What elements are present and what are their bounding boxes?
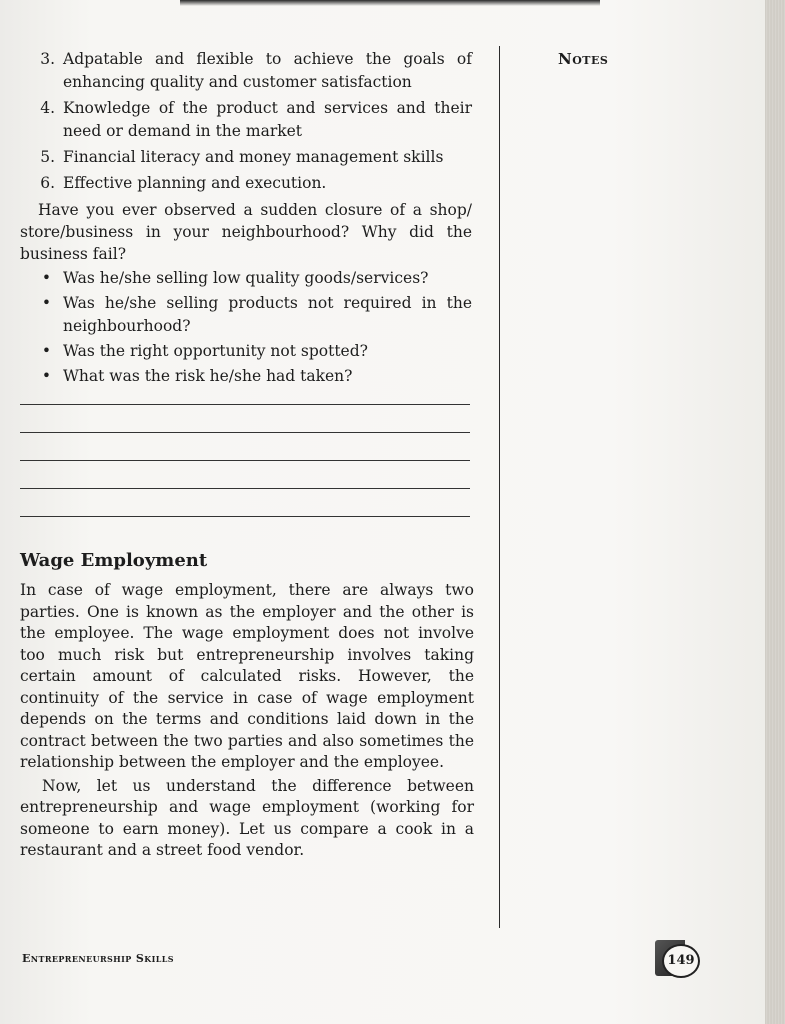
bullet-list xyxy=(20,267,472,388)
bullet-icon: • xyxy=(41,342,51,360)
list-item-number: 6. xyxy=(40,174,55,192)
list-item-number: 3. xyxy=(40,50,55,68)
page-stack-edge xyxy=(765,0,785,1024)
answer-line[interactable] xyxy=(20,516,470,517)
page-top-shadow xyxy=(180,0,600,6)
bullet-item xyxy=(20,340,472,363)
list-item-text: Effective planning and execution. xyxy=(63,174,327,192)
bullet-item xyxy=(20,292,472,338)
bullet-icon: • xyxy=(41,269,51,287)
answer-line[interactable] xyxy=(20,460,470,461)
list-item xyxy=(20,146,472,169)
answer-line[interactable] xyxy=(20,488,470,489)
bullet-text: Was he/she selling products not required in the neighbourhood? xyxy=(63,294,472,335)
bullet-icon: • xyxy=(41,294,51,312)
list-item-text: Financial literacy and money management skills xyxy=(63,148,444,166)
footer-title: Entrepreneurship Skills xyxy=(22,952,174,965)
wage-paragraph-1: In case of wage employment, there are always two parties. One is known as the employer and the other is the employee. The wage employment does not involve too much risk but entrepreneurship involves taking certain amount of calculated risks. However, the continuity of the service in case of wage employment depends on the terms and conditions laid down in the contract between the two parties and also sometimes the relationship between the employer and the employee. xyxy=(20,581,474,771)
bullet-text: Was he/she selling low quality goods/services? xyxy=(63,269,429,287)
list-item-number: 5. xyxy=(40,148,55,166)
list-item xyxy=(20,97,472,143)
list-item-number: 4. xyxy=(40,99,55,117)
column-divider xyxy=(499,46,500,928)
bullet-text: What was the risk he/she had taken? xyxy=(63,367,353,385)
answer-line[interactable] xyxy=(20,404,470,405)
page-number-badge xyxy=(655,940,699,980)
wage-employment-text xyxy=(20,580,474,862)
page-number: 149 xyxy=(662,944,700,978)
notes-label: Notes xyxy=(558,50,609,68)
main-column xyxy=(20,48,472,544)
answer-line[interactable] xyxy=(20,432,470,433)
bullet-item xyxy=(20,267,472,290)
question-paragraph: Have you ever observed a sudden closure of a shop/ store/business in your neighbourhood? Why did the business fail? xyxy=(20,201,472,263)
list-item-text: Adpatable and flexible to achieve the goals of enhancing quality and customer satisfaction xyxy=(63,50,472,91)
wage-paragraph-2: Now, let us understand the difference between entrepreneurship and wage employment (working for someone to earn money). Let us compare a cook in a restaurant and a street food vendor. xyxy=(20,776,474,859)
section-heading: Wage Employment xyxy=(20,550,208,571)
bullet-icon: • xyxy=(41,367,51,385)
answer-lines xyxy=(20,404,472,517)
list-item xyxy=(20,48,472,94)
list-item-text: Knowledge of the product and services and their need or demand in the market xyxy=(63,99,472,140)
list-item xyxy=(20,172,472,195)
bullet-text: Was the right opportunity not spotted? xyxy=(63,342,368,360)
bullet-item xyxy=(20,365,472,388)
numbered-list xyxy=(20,48,472,195)
